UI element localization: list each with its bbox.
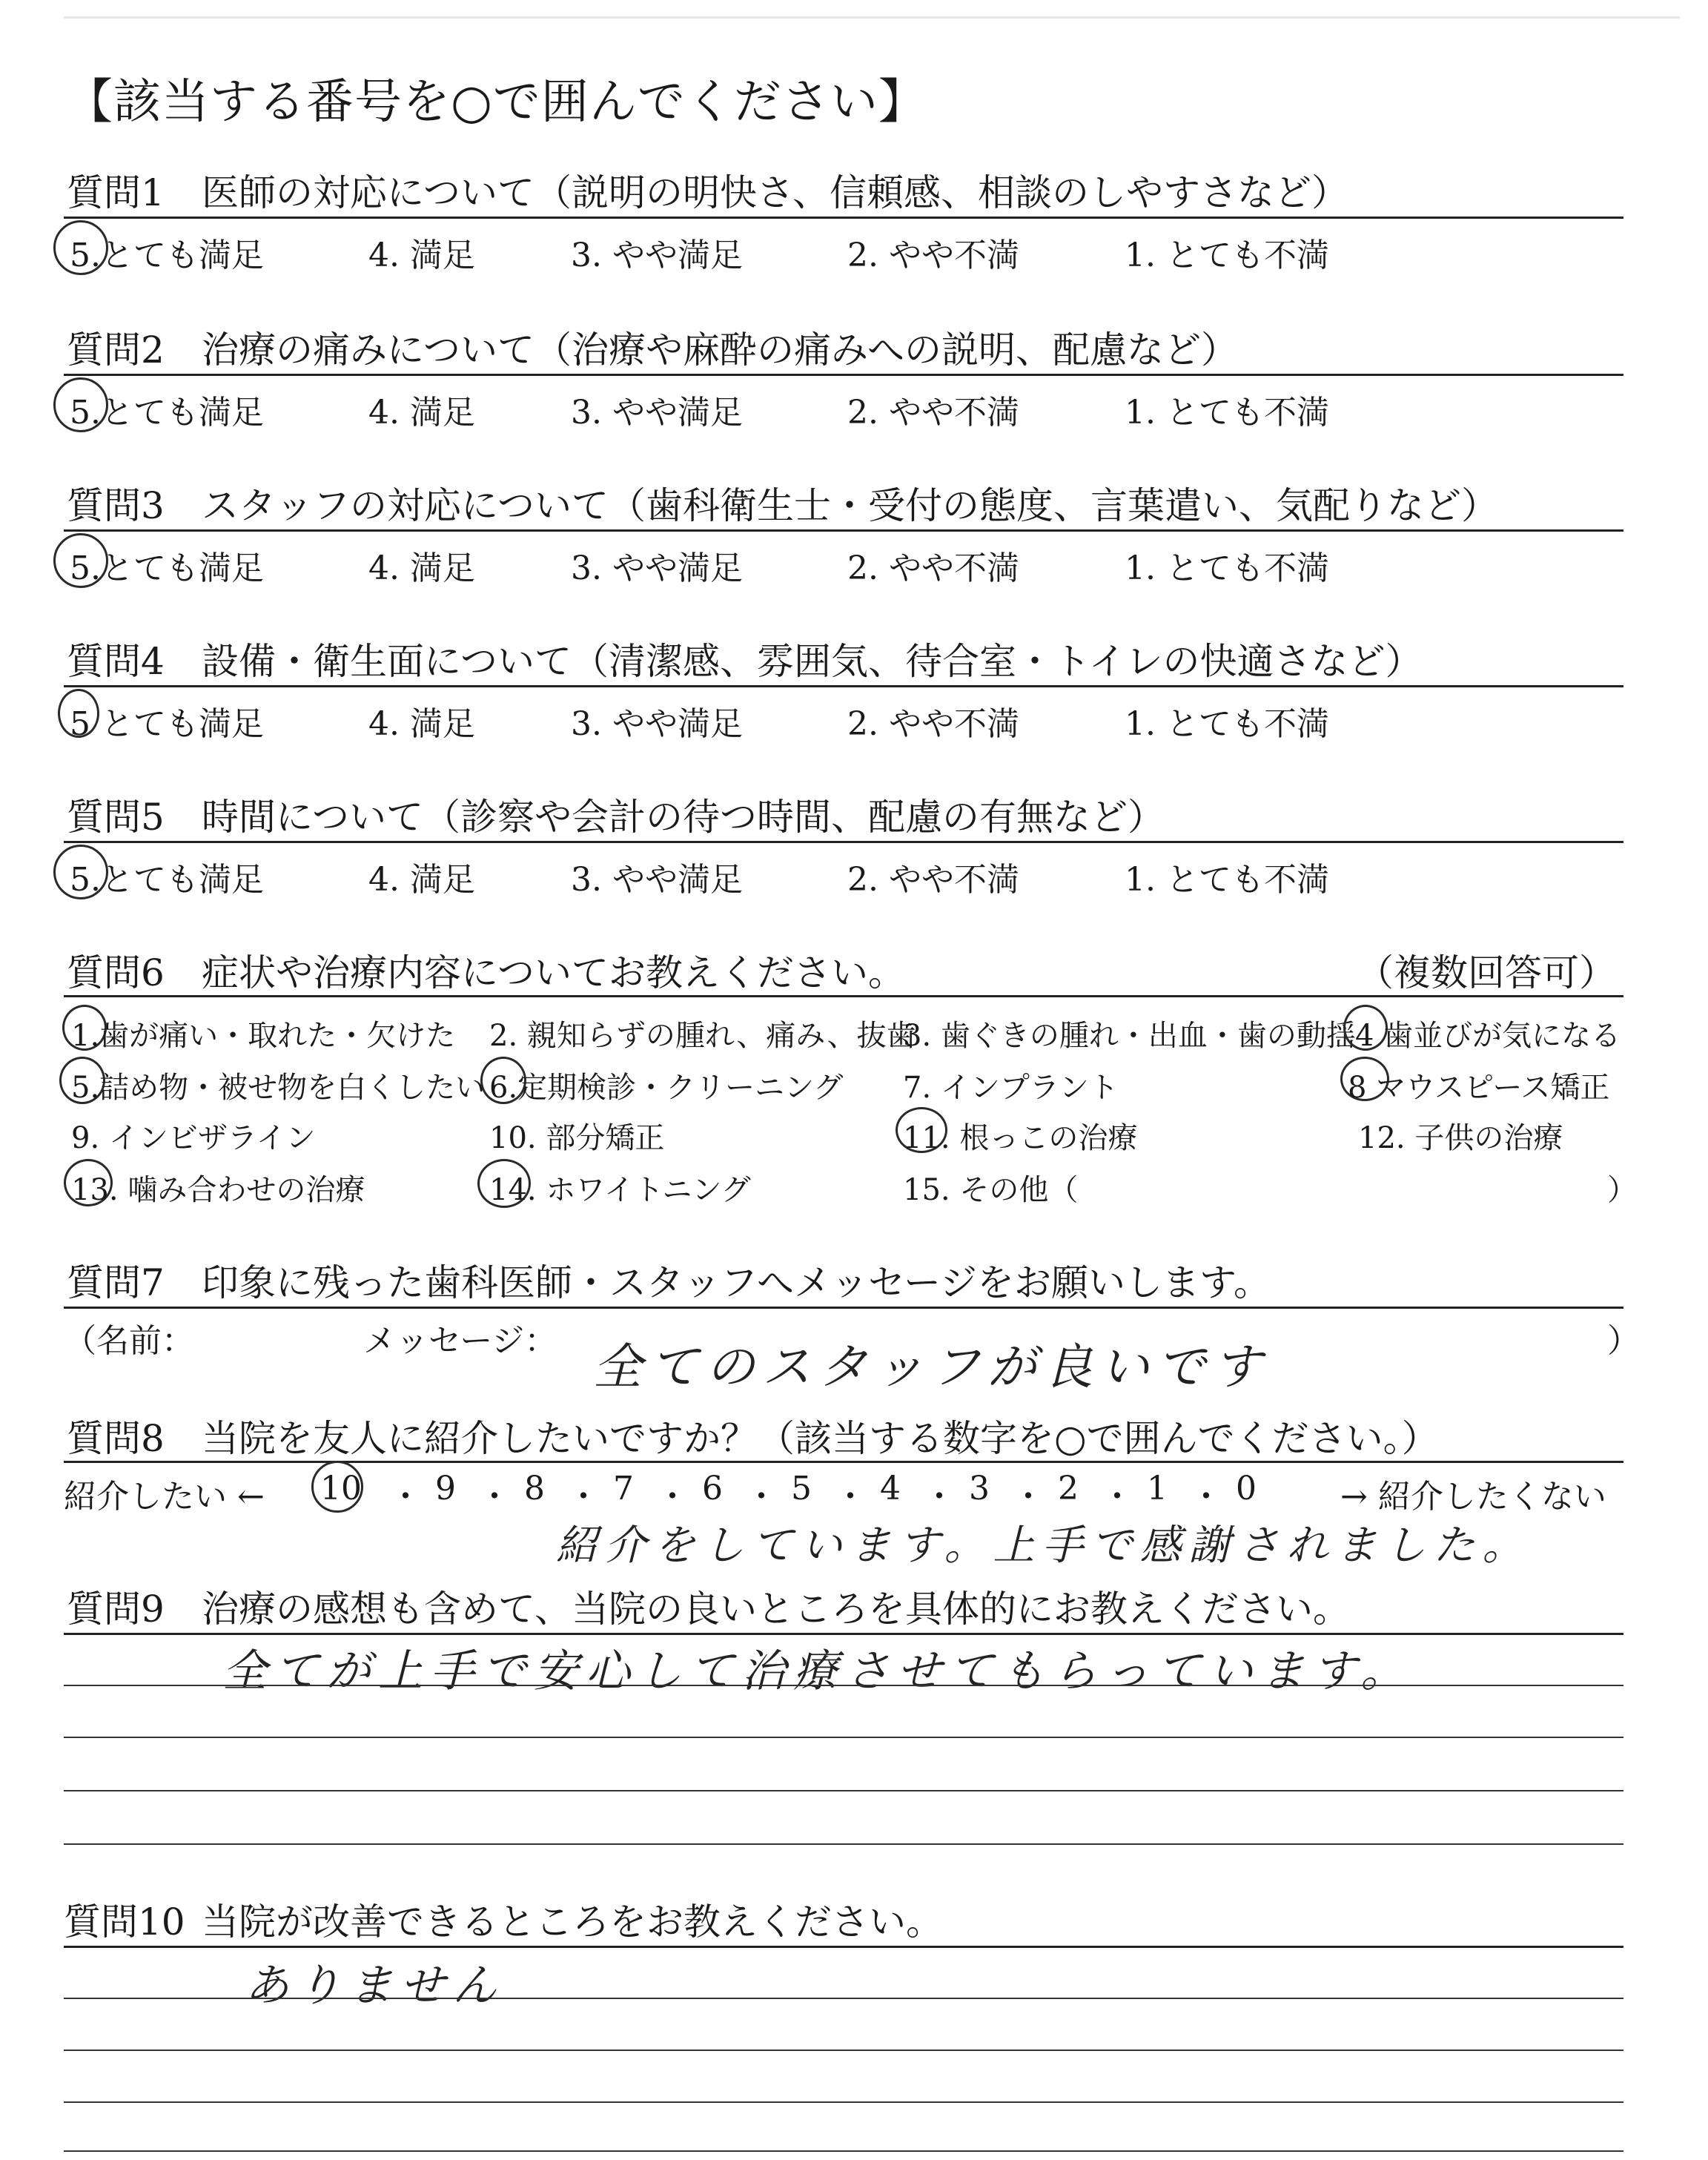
q3-text: スタッフの対応について（歯科衛生士・受付の態度、言葉遣い、気配りなど） [202, 484, 1498, 527]
form-title: 【該当する番号を○で囲んでください】 [65, 75, 927, 130]
q10-answer-line [64, 2150, 1623, 2152]
q1-option-2[interactable]: 2. やや不満 [847, 237, 1019, 274]
q8-scale-dot: ・ [923, 1478, 956, 1516]
q8-text: 当院を友人に紹介したいですか？（該当する数字を○で囲んでください。） [202, 1417, 1439, 1460]
q10-text: 当院が改善できるところをお教えください。 [202, 1900, 943, 1943]
q8-scale-dot: ・ [389, 1478, 422, 1516]
q6-option-4[interactable]: 4 歯並びが気になる [1355, 1019, 1621, 1053]
q7-text: 印象に残った歯科医師・スタッフへメッセージをお願いします。 [202, 1261, 1271, 1304]
q3-option-4[interactable]: 4. 満足 [368, 549, 475, 587]
q4-option-1[interactable]: 1. とても不満 [1125, 705, 1329, 743]
q8-scale-dot: ・ [1012, 1478, 1045, 1516]
q3-option-1[interactable]: 1. とても不満 [1125, 549, 1329, 587]
q2-option-2[interactable]: 2. やや不満 [847, 394, 1019, 432]
q9-answer-line [64, 1843, 1623, 1845]
q8-scale-1[interactable]: 1 [1147, 1470, 1168, 1507]
q8-scale-8[interactable]: 8 [524, 1470, 545, 1507]
q2-rule [64, 374, 1623, 376]
q6-option-10[interactable]: 10. 部分矯正 [489, 1121, 665, 1155]
q8-label: 質問8 [67, 1417, 165, 1460]
q5-option-2[interactable]: 2. やや不満 [847, 861, 1019, 899]
q8-scale-dot: ・ [1190, 1478, 1222, 1516]
q8-scale-9[interactable]: 9 [435, 1470, 456, 1507]
q10-answer-line [64, 2101, 1623, 2103]
q8-scale-dot: ・ [745, 1478, 778, 1516]
q6-option-12[interactable]: 12. 子供の治療 [1358, 1121, 1563, 1155]
q4-option-5[interactable]: 5 とても満足 [70, 705, 264, 743]
q8-scale-dot: ・ [1101, 1478, 1133, 1516]
q1-text: 医師の対応について（説明の明快さ、信頼感、相談のしやすさなど） [202, 171, 1348, 214]
q6-option-5[interactable]: 5.詰め物・被せ物を白くしたい [71, 1071, 486, 1105]
q8-scale-5[interactable]: 5 [791, 1470, 812, 1507]
q8-rule [64, 1461, 1623, 1463]
q6-option-1[interactable]: 1.歯が痛い・取れた・欠けた [71, 1019, 456, 1053]
q6-option-14[interactable]: 14. ホワイトニング [489, 1173, 751, 1207]
q8-scale-4[interactable]: 4 [880, 1470, 901, 1507]
q3-label: 質問3 [67, 484, 165, 527]
q10-answer-line [64, 2050, 1623, 2051]
q6-option-15-close: ） [1607, 1173, 1637, 1207]
q6-option-8[interactable]: 8 マウスピース矯正 [1348, 1071, 1610, 1105]
q8-scale-0[interactable]: 0 [1236, 1470, 1257, 1507]
q9-rule [64, 1633, 1623, 1635]
q3-option-2[interactable]: 2. やや不満 [847, 549, 1019, 587]
q6-note: （複数回答可） [1357, 951, 1616, 994]
q6-option-7[interactable]: 7. インプラント [903, 1071, 1119, 1105]
q8-scale-3[interactable]: 3 [969, 1470, 990, 1507]
q4-option-2[interactable]: 2. やや不満 [847, 705, 1019, 743]
q7-rule [64, 1307, 1623, 1309]
q2-option-4[interactable]: 4. 満足 [368, 394, 475, 432]
q10-label: 質問10 [64, 1900, 185, 1943]
q6-option-11[interactable]: 11. 根っこの治療 [903, 1121, 1138, 1155]
q6-option-3[interactable]: 3. 歯ぐきの腫れ・出血・歯の動揺 [903, 1019, 1356, 1053]
q9-handwritten-answer: 全てが上手で安心して治療させてもらっています。 [222, 1645, 1413, 1697]
q6-option-9[interactable]: 9. インビザライン [71, 1121, 316, 1155]
top-border [64, 16, 1680, 19]
q6-text: 症状や治療内容についてお教えください。 [202, 951, 905, 994]
q6-option-2[interactable]: 2. 親知らずの腫れ、痛み、抜歯 [489, 1019, 916, 1053]
q1-option-5[interactable]: 5.とても満足 [70, 237, 264, 274]
q7-label: 質問7 [67, 1261, 165, 1304]
q1-option-4[interactable]: 4. 満足 [368, 237, 475, 274]
q3-rule [64, 529, 1623, 532]
q7-handwritten-message: 全てのスタッフが良いです [593, 1338, 1269, 1396]
q8-scale-7[interactable]: 7 [613, 1470, 634, 1507]
q6-option-6[interactable]: 6.定期検診・クリーニング [489, 1071, 844, 1105]
q6-option-13[interactable]: 13. 噛み合わせの治療 [71, 1173, 365, 1207]
q5-text: 時間について（診察や会計の待つ時間、配慮の有無など） [202, 796, 1165, 839]
q8-scale-dot: ・ [478, 1478, 511, 1516]
q8-right-label: → 紹介したくない [1340, 1478, 1606, 1516]
q10-handwritten-answer: ありません [245, 1960, 504, 2012]
q5-option-4[interactable]: 4. 満足 [368, 861, 475, 899]
q7-name-label: （名前： [64, 1322, 194, 1360]
q5-rule [64, 841, 1623, 843]
q8-scale-10[interactable]: 10 [320, 1470, 362, 1507]
q6-option-15[interactable]: 15. その他（ [903, 1173, 1079, 1207]
q9-answer-line [64, 1737, 1623, 1738]
q4-text: 設備・衛生面について（清潔感、雰囲気、待合室・トイレの快適さなど） [202, 640, 1423, 683]
q7-close-paren: ） [1607, 1322, 1640, 1360]
q8-scale-dot: ・ [656, 1478, 689, 1516]
q4-rule [64, 685, 1623, 687]
q3-option-3[interactable]: 3. やや満足 [571, 549, 743, 587]
q6-label: 質問6 [67, 951, 165, 994]
q9-answer-line [64, 1790, 1623, 1791]
q8-scale-dot: ・ [834, 1478, 867, 1516]
q8-scale-6[interactable]: 6 [702, 1470, 723, 1507]
q2-option-1[interactable]: 1. とても不満 [1125, 394, 1329, 432]
q5-option-3[interactable]: 3. やや満足 [571, 861, 743, 899]
q1-rule [64, 217, 1623, 219]
q2-label: 質問2 [67, 328, 165, 371]
q6-rule [64, 995, 1623, 997]
q8-scale-dot: ・ [567, 1478, 600, 1516]
q9-answer-line [64, 1685, 1623, 1686]
q8-left-label: 紹介したい ← [64, 1478, 265, 1516]
q5-option-5[interactable]: 5.とても満足 [70, 861, 264, 899]
q1-label: 質問1 [67, 171, 165, 214]
q2-text: 治療の痛みについて（治療や麻酔の痛みへの説明、配慮など） [202, 328, 1238, 371]
q2-option-5[interactable]: 5.とても満足 [70, 394, 264, 432]
q8-scale-2[interactable]: 2 [1058, 1470, 1079, 1507]
q3-option-5[interactable]: 5.とても満足 [70, 549, 264, 587]
q8-handwritten-comment: 紹介をしています。上手で感謝されました。 [556, 1522, 1532, 1570]
q4-option-4[interactable]: 4. 満足 [368, 705, 475, 743]
q1-option-3[interactable]: 3. やや満足 [571, 237, 743, 274]
q1-option-1[interactable]: 1. とても不満 [1125, 237, 1329, 274]
q10-rule [64, 1946, 1623, 1948]
q5-label: 質問5 [67, 796, 165, 839]
q10-answer-line [64, 1998, 1623, 1999]
q7-message-label: メッセージ： [363, 1322, 557, 1360]
q4-label: 質問4 [67, 640, 165, 683]
q9-label: 質問9 [67, 1588, 165, 1631]
q5-option-1[interactable]: 1. とても不満 [1125, 861, 1329, 899]
q9-text: 治療の感想も含めて、当院の良いところを具体的にお教えください。 [202, 1588, 1350, 1631]
q2-option-3[interactable]: 3. やや満足 [571, 394, 743, 432]
q4-option-3[interactable]: 3. やや満足 [571, 705, 743, 743]
